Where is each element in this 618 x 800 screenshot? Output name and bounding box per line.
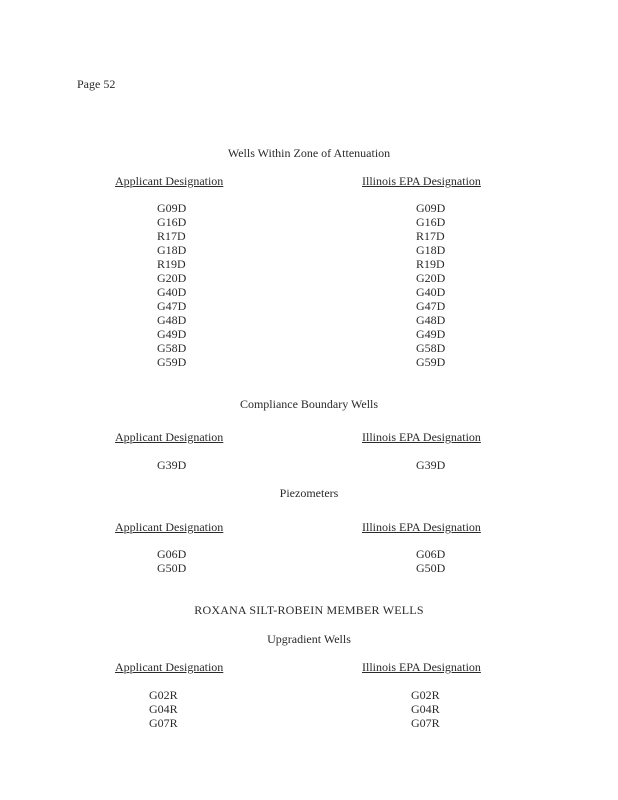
section-title-upgradient: Upgradient Wells — [267, 632, 351, 646]
list-item: G18D — [157, 243, 187, 257]
list-item: G07R — [149, 716, 178, 730]
list-item: R19D — [157, 257, 186, 271]
applicant-header: Applicant Designation — [115, 174, 224, 188]
list-item: G50D — [157, 561, 187, 575]
list-item: G49D — [416, 327, 446, 341]
zone-illinois-epa-list — [416, 201, 445, 369]
zone-applicant-list — [157, 201, 186, 369]
illinois-epa-header: Illinois EPA Designation — [362, 174, 481, 188]
list-item: G39D — [157, 458, 187, 472]
section-title-piezometers: Piezometers — [279, 486, 339, 500]
list-item: G47D — [157, 299, 187, 313]
list-item: G04R — [411, 702, 440, 716]
list-item: G09D — [157, 201, 187, 215]
list-item: G20D — [416, 271, 446, 285]
list-item: G47D — [416, 299, 446, 313]
compliance-illinois-epa-list — [416, 458, 445, 472]
list-item: G48D — [157, 313, 187, 327]
applicant-header: Applicant Designation — [115, 430, 224, 444]
piezometers-illinois-epa-list — [416, 547, 445, 575]
list-item: G09D — [416, 201, 446, 215]
piezometers-applicant-list — [157, 547, 186, 575]
list-item: G50D — [416, 561, 446, 575]
section-title-zone-of-attenuation: Wells Within Zone of Attenuation — [227, 146, 391, 160]
list-item: G58D — [416, 341, 446, 355]
list-item: G06D — [416, 547, 446, 561]
list-item: G02R — [149, 688, 178, 702]
upgradient-applicant-list — [149, 688, 178, 730]
list-item: G02R — [411, 688, 440, 702]
list-item: G59D — [416, 355, 446, 369]
illinois-epa-header: Illinois EPA Designation — [362, 430, 481, 444]
list-item: G18D — [416, 243, 446, 257]
list-item: G49D — [157, 327, 187, 341]
list-item: G40D — [157, 285, 187, 299]
list-item: R19D — [416, 257, 445, 271]
list-item: R17D — [416, 229, 445, 243]
list-item: G16D — [416, 215, 446, 229]
list-item: G39D — [416, 458, 446, 472]
list-item: G58D — [157, 341, 187, 355]
list-item: R17D — [157, 229, 186, 243]
applicant-header: Applicant Designation — [115, 520, 224, 534]
list-item: G07R — [411, 716, 440, 730]
list-item: G16D — [157, 215, 187, 229]
list-item: G20D — [157, 271, 187, 285]
list-item: G59D — [157, 355, 187, 369]
applicant-header: Applicant Designation — [115, 660, 224, 674]
upgradient-illinois-epa-list — [411, 688, 440, 730]
list-item: G48D — [416, 313, 446, 327]
page-number: Page 52 — [77, 77, 116, 91]
section-title-roxana: ROXANA SILT-ROBEIN MEMBER WELLS — [194, 603, 424, 617]
list-item: G04R — [149, 702, 178, 716]
illinois-epa-header: Illinois EPA Designation — [362, 520, 481, 534]
list-item: G06D — [157, 547, 187, 561]
compliance-applicant-list — [157, 458, 186, 472]
list-item: G40D — [416, 285, 446, 299]
section-title-compliance-boundary: Compliance Boundary Wells — [239, 397, 379, 411]
illinois-epa-header: Illinois EPA Designation — [362, 660, 481, 674]
